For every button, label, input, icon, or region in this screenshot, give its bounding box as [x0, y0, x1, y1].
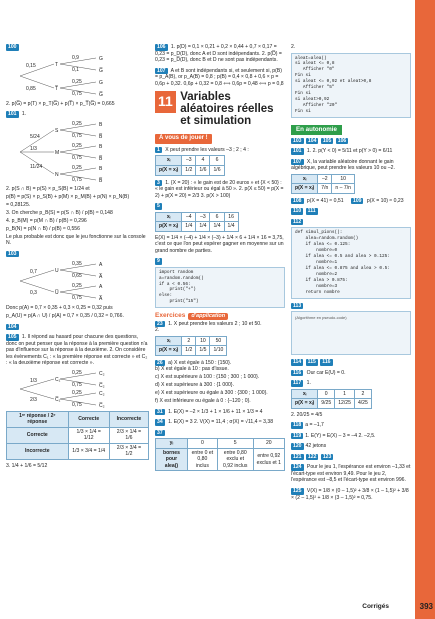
answer-line: p_B(N) = p(N ∩ B) / p(B) ≈ 0,556: [6, 225, 80, 232]
exercise-number: 37: [157, 429, 163, 436]
exercise-number: 122: [307, 453, 317, 460]
exercise-number: 112: [293, 218, 302, 225]
section-footer: Corrigés: [362, 602, 389, 610]
sub-label: 2.: [291, 44, 296, 50]
exercise-number: 1: [157, 146, 160, 153]
column-left: [6, 44, 149, 473]
exercise-103: [6, 251, 149, 320]
table-row: [7, 427, 149, 443]
exercise-number: 107: [157, 67, 166, 74]
exercise-number: 104: [307, 137, 317, 144]
answer-text: A et B sont indépendants si, et seulement si, p(B) = p_A(B), or p_A(B) = 0,8 ; p(B) = 0,4 × 0,8 + 0,6 × p = 0,6p + 0,32. 0,6p + 0,32 = 0,8 ⟺ 0,6p = 0,48 ⟺ p = 0,8: [155, 67, 284, 87]
node-label: T̅: [55, 85, 59, 92]
exercise-number: 103: [293, 137, 302, 144]
exercise-number: 103: [8, 250, 17, 257]
exercise-105: [6, 334, 149, 469]
leaf-label: B: [99, 165, 103, 172]
answer-text: 1. 2. p(Y < 0) = 5/11 et p(Y > 0) = 6/11: [306, 148, 393, 155]
code-block: import random a=random.random() if a < 0.56: print("+") else: print("15"): [155, 267, 285, 309]
exercise-number: 101: [8, 111, 17, 118]
branch-label: 0,75: [72, 381, 82, 388]
leaf-label: G̅: [99, 91, 103, 98]
exercise-number-row: [291, 138, 411, 145]
answer-text: p(X = 10) ≈ 0,23: [366, 197, 404, 204]
table-1: [155, 155, 225, 175]
application-badge: d'application: [188, 313, 228, 320]
exercise-number: 113: [293, 302, 302, 309]
exercise-100: [6, 44, 149, 107]
exercise-number: 117: [293, 380, 302, 387]
node-label: U̅: [55, 290, 59, 297]
node-label: S: [55, 127, 59, 134]
exercise-number: 107: [293, 158, 302, 165]
exercise-1: [155, 147, 285, 176]
table-cell: 1/6: [196, 165, 210, 175]
answer-line: d) X est supérieure à 300 : {1 000}.: [155, 382, 235, 389]
answer-line: b) X est égale à 10 : pas d'issue.: [155, 366, 229, 373]
exercise-number: 23: [157, 320, 163, 327]
exercise-125: [291, 488, 411, 501]
branch-label: 0,9: [72, 54, 79, 61]
row-header: Correcte: [7, 427, 69, 443]
exercise-number: 100: [8, 44, 17, 50]
answer-text: 2. p(G̅) = p(T) × p_T(G̅) + p(T̅) × p_T̅(G̅) = 0,665: [6, 100, 115, 107]
answer-text: 3. 1/4 + 1/6 = 5/12: [6, 462, 48, 469]
exercise-number: 121: [293, 453, 302, 460]
exercise-number: 115: [307, 359, 316, 366]
exercises-heading: Exercices d'application: [155, 312, 285, 320]
branch-label: 0,25: [72, 389, 82, 396]
row-header: xᵢ: [156, 156, 182, 166]
exercise-number: 109: [352, 197, 362, 204]
table-cell: 1/2: [182, 165, 196, 175]
table-header: Incorrecte: [109, 411, 148, 427]
exercise-31: [155, 409, 285, 416]
autonomy-banner: En autonomie: [291, 125, 342, 135]
branch-label: 0,75: [72, 154, 82, 161]
table-header: Correcte: [68, 411, 109, 427]
exercise-23: [155, 321, 285, 356]
table-cell: 6: [210, 156, 224, 166]
probability-tree-101: [6, 120, 149, 184]
table-cell: 1/3 × 1/4 = 1/12: [68, 427, 109, 443]
exercise-number: 105: [322, 137, 332, 144]
table-cell: 1/6: [210, 165, 224, 175]
branch-label: 11/24: [30, 163, 43, 170]
branch-label: 0,25: [72, 120, 82, 127]
exercise-number: 106: [337, 137, 347, 144]
table-cell: 1/3 × 3/4 = 1/4: [68, 443, 109, 459]
answer-text: X peut prendre les valeurs –3 ; 2 ; 4 :: [165, 146, 249, 153]
node-label: N: [55, 171, 59, 178]
leaf-label: A: [99, 262, 103, 269]
exercise-106: [155, 44, 285, 64]
node-label: C₁: [55, 376, 61, 383]
answer-text: p(X = 41) ≈ 0,51: [306, 197, 344, 204]
node-label: M: [55, 149, 60, 156]
exercise-107-b: [291, 159, 411, 194]
table-row: [7, 443, 149, 459]
answer-text: Pour le jeu 1, l'espérance est environ –1,33 et l'écart-type est environ 9,49. Pour le jeu 2, l'espérance est –8,5 et l'écart-type est environ 996.: [291, 464, 411, 484]
branch-label: 1/3: [30, 145, 37, 152]
exercise-number: 26: [157, 359, 163, 366]
exercise-number: 108: [293, 197, 302, 204]
answer-line: 2. p(S ∩ B) = p(S) × p_S(B) = 1/24 et: [6, 185, 90, 192]
table-5: xᵢ –4 –3 6 16 p(X = xᵢ) 1/4 1/4 1/4 1/4: [155, 212, 239, 232]
leaf-label: C̅₂: [99, 382, 105, 389]
branch-label: 0,15: [26, 62, 36, 69]
answer-text: E(X) = 1/4 × (–4) + 1/4 × (–3) + 1/4 × 6 + 1/4 × 16 = 3,75, c'est ce que l'on peut espérer gagner en moyenne sur un grand nombre de parties.: [155, 234, 284, 254]
column-right: [291, 44, 411, 505]
answer-line: e) X est supérieure ou égale à 300 : {300 ; 1 000}.: [155, 390, 268, 397]
exercise-113: [291, 303, 411, 356]
exercise-number: 34: [157, 419, 163, 426]
exercise-number: 125: [293, 488, 302, 494]
sub-label: 1.: [21, 111, 27, 118]
branch-label: 0,25: [72, 369, 82, 376]
exercise-number: 124: [293, 464, 302, 471]
row-header: Incorrecte: [7, 443, 69, 459]
answer-text: 1. E(X) = 3 2. V(X) = 11,4 ; σ(X) = √11,4 ≈ 3,38: [168, 419, 274, 426]
exercise-number: 105: [8, 334, 17, 341]
exercise-5: [155, 203, 285, 254]
leaf-label: B̅: [99, 133, 103, 140]
leaf-label: A̅: [99, 296, 103, 303]
exercise-number: 106: [157, 44, 166, 50]
leaf-label: C₂: [99, 370, 105, 377]
branch-label: 0,25: [72, 283, 82, 290]
answer-line: a) X est égale à 150 : {150}.: [168, 359, 232, 366]
pseudo-code-block: aleat=alea() si aleat <= 0,8 Afficher "0" Fin si si aleat <= 0,92 et aleat>0,8 Afficher "5" Fin si si aleat>0,92 Afficher "20" Fin si: [291, 53, 411, 118]
exercises-108-109: [291, 198, 411, 205]
branch-label: 0,35: [72, 261, 82, 268]
row-header: p(X = xᵢ): [156, 222, 182, 232]
table-cell: 4: [196, 156, 210, 166]
exercise-number: 9: [157, 258, 160, 265]
node-label: C̅₁: [55, 396, 61, 403]
exercise-124: [291, 464, 411, 484]
exercise-number: 3: [157, 179, 160, 186]
answer-line: c) X est supérieure à 100 : {150 ; 300 ; 1 000}.: [155, 374, 260, 381]
row-header: p(X = xᵢ): [156, 165, 182, 175]
table-107: xᵢ –2 10 p(X = xᵢ) 7/n n – 7/n: [291, 174, 355, 194]
branch-label: 0,75: [72, 401, 82, 408]
exercise-34: [155, 419, 285, 426]
answer-line: f) X est inférieure ou égale à 0 : {–120 ; 0}.: [155, 398, 251, 405]
branch-label: 0,25: [72, 142, 82, 149]
exercise-number: 110: [293, 208, 302, 215]
table-117: xᵢ 0 1 2 p(X = xᵢ) 9/25 12/25 4/25: [291, 389, 372, 409]
exercise-number: 104: [8, 323, 17, 330]
branch-label: 0,75: [72, 176, 82, 183]
probability-tree-103: [6, 259, 149, 303]
sub-label: 2.: [155, 327, 160, 334]
leaf-label: B̅: [99, 177, 103, 184]
node-label: T: [55, 61, 59, 68]
exercise-104: [6, 324, 149, 331]
branch-label: 0,75: [72, 132, 82, 139]
exercise-number-row: [291, 208, 411, 215]
answer-text: V(X) = 1/8 × (0 – 1,5)² + 3/8 × (1 – 1,5)² + 3/8 × (2 – 1,5)² + 1/8 × (3 – 1,5)² = 0,75.: [291, 488, 409, 501]
branch-label: 0,1: [72, 66, 79, 73]
leaf-label: G̅: [99, 67, 103, 74]
leaf-label: B̅: [99, 155, 103, 162]
branch-label: 2/3: [30, 396, 37, 403]
branch-label: 0,25: [72, 164, 82, 171]
answer-line: Le plus probable est donc que le jeu fonctionne sur la console N.: [6, 233, 146, 247]
row-header: xᵢ: [156, 212, 182, 222]
exercise-117: [291, 380, 411, 418]
branch-label: 0,7: [30, 269, 37, 276]
answer-line: = 0,28125.: [6, 201, 31, 208]
code-screenshot: (Algorithme en pseudo-code): [291, 311, 411, 355]
answer-line: 3. On cherche p_B(S) = p(S ∩ B) / p(B) ≈ 0,148: [6, 209, 113, 216]
branch-label: 0,25: [72, 78, 82, 85]
exercise-118: 118 a = –1,7: [293, 422, 324, 429]
exercise-number: 5: [157, 203, 160, 210]
sub-label: 1.: [306, 380, 311, 387]
exercise-number-row: [291, 454, 411, 461]
exercise-116: [291, 370, 411, 377]
leaf-label: B: [99, 121, 103, 128]
exercise-3: [155, 180, 285, 200]
exercise-number: 116: [322, 359, 331, 366]
answer-text: Our car E(U) = 0.: [306, 369, 346, 376]
exercise-number-row: [291, 359, 411, 366]
answer-line: Donc p(A) = 0,7 × 0,35 + 0,3 × 0,25 = 0,32 puis: [6, 305, 113, 312]
chapter-title: Variables aléatoires réelles et simulation: [180, 91, 274, 128]
table-cell: 2/3 × 3/4 = 1/2: [109, 443, 148, 459]
exercise-107: [155, 68, 285, 88]
leaf-label: C₂: [99, 390, 105, 397]
exercise-9: [155, 258, 285, 308]
section-banner: À vous de jouer !: [155, 134, 212, 144]
branch-label: 1/3: [30, 377, 37, 384]
exercise-101-b: [291, 148, 411, 155]
exercise-119: 119 1. E(Y) = E(X) – 3 = –4 2. –2,5.: [293, 432, 376, 439]
branch-label: 0,75: [72, 90, 82, 97]
exercise-number: 116: [293, 369, 302, 376]
exercise-number: 101: [293, 148, 302, 155]
branch-label: 5/24: [30, 133, 40, 140]
answer-text: 2. 20/25 = 4/5: [291, 411, 323, 418]
chapter-sidebar: [415, 0, 435, 619]
page-number: 393: [419, 601, 433, 611]
answer-text: 1. X peut prendre les valeurs 2 ; 10 et 50.: [168, 320, 262, 327]
exercise-number: 111: [307, 208, 316, 215]
exercise-101: [6, 111, 149, 247]
leaf-label: A̅: [99, 274, 103, 281]
table-37: yᵢ 0 5 20 bornes pour alea() entre 0 et 0,80 inclus entre 0,80 exclu et 0,92 inclus entre 0,92 exclus et 1: [155, 438, 285, 471]
answer-text: 1. Il répond au hasard pour chacune des questions, donc on peut penser que la réponse à la première question n'a pas d'influence sur la réponse à la deuxième. 2. On considère les évènements C₁ : « la première réponse est correcte » et C₂ : « la deuxième réponse est correcte ».: [6, 334, 148, 367]
exercise-120: 120 42 jetons: [293, 443, 327, 450]
table-23: xᵢ 2 10 50 p(X = xᵢ) 1/2 1/5 1/10: [155, 336, 227, 356]
exercise-number: 123: [322, 453, 332, 460]
probability-tree-100: [6, 53, 149, 99]
table-corner: 1ʳᵉ réponse / 2ᵉ réponse: [7, 411, 69, 427]
table-cell: –3: [182, 156, 196, 166]
branch-label: 0,3: [30, 290, 37, 297]
exercise-112: [291, 219, 411, 299]
probability-tree-105: [6, 369, 149, 409]
exercise-number: 114: [293, 359, 302, 366]
answer-text: 1. p(D) = 0,1 × 0,21 + 0,2 × 0,44 + 0,7 × 0,17 = 0,23 = p_D(D), donc A et D sont indépendants. 2. p(D̅) = 0,23 = p_D̅(D), donc B et D ne sont pas indépendants.: [155, 44, 282, 64]
branch-label: 0,75: [72, 295, 82, 302]
answer-line: p(B) = p(S) × p_S(B) + p(M) × p_M(B) + p(N) × p_N(B): [6, 193, 130, 200]
answer-text: 1. E(X) = –2 × 1/3 + 1 × 1/6 + 11 × 1/3 = 4: [168, 408, 263, 415]
exercise-26: [155, 360, 285, 405]
exercise-number: 31: [157, 408, 163, 415]
node-label: U: [55, 268, 59, 275]
branch-label: 0,65: [72, 273, 82, 280]
leaf-label: G: [99, 79, 103, 86]
answer-text: 1. {X = 20} : « le gain est de 20 euros » et {X < 50} : « le gain est inférieur ou égal à 50 ». 2. p(X ≤ 50) = p(X = 2) + p(X = 20) = 2/3 3. p(X > 100): [155, 179, 284, 199]
column-middle: [155, 44, 285, 478]
leaf-label: C̅₂: [99, 402, 105, 409]
python-code-block: def simul_pions(): alea=random.random() if alea <= 0.125: nombre=0 if alea <= 0.5 and alea > 0.125: nombre=1 if alea <= 0.875 and alea > 0.5: nombre=2 if alea > 0.875: nombre=3 return nombre: [291, 227, 411, 298]
answer-text: X, la variable aléatoire donnant le gain algébrique, peut prendre les valeurs 10 ou –2.: [291, 158, 395, 172]
leaf-label: B: [99, 143, 103, 150]
answer-line: p_A(U) = p(A ∩ U) / p(A) = 0,7 × 0,35 / 0,32 ≈ 0,766.: [6, 313, 124, 320]
chapter-header: [155, 91, 285, 127]
leaf-label: G: [99, 55, 103, 62]
table-cell: 2/3 × 1/4 = 1/6: [109, 427, 148, 443]
leaf-label: A: [99, 284, 103, 291]
branch-label: 0,85: [26, 85, 36, 92]
chapter-number: 11: [155, 91, 176, 113]
answer-line: 4. p_B(M) = p(M ∩ B) / p(B) ≈ 0,296: [6, 217, 87, 224]
table-105: [6, 411, 149, 460]
exercise-37: [155, 430, 285, 475]
